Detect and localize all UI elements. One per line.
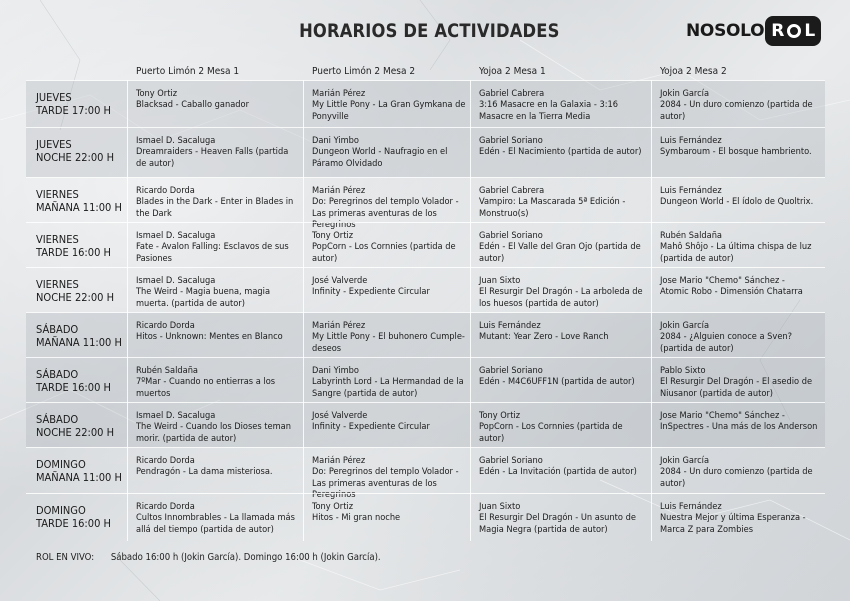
slot-label <box>36 138 114 164</box>
game-master: Marián Pérez <box>312 88 366 99</box>
schedule-table <box>26 80 825 541</box>
session-cell <box>660 185 820 208</box>
session-cell <box>312 135 472 169</box>
slot-label <box>36 413 114 439</box>
game-title: Hitos - Mi gran noche <box>312 512 401 524</box>
slot-day: SÁBADO <box>36 323 79 336</box>
game-title: Edén - La Invitación (partida de autor) <box>479 466 637 478</box>
game-master: Luis Fernández <box>660 501 722 512</box>
game-title: Vampiro: La Mascarada 5ª Edición - Monstruo(s) <box>479 196 626 219</box>
session-cell <box>479 88 647 122</box>
session-cell <box>312 365 472 399</box>
game-title: Mahô Shôjo - La última chispa de luz (partida de autor) <box>660 241 812 264</box>
schedule-row <box>26 357 825 403</box>
game-master: Ismael D. Sacaluga <box>136 230 216 241</box>
game-master: Juan Sixto <box>479 501 521 512</box>
schedule-row <box>26 447 825 500</box>
game-master: Jose Mario "Chemo" Sánchez - <box>660 275 785 286</box>
session-cell <box>660 320 820 354</box>
column-header: Puerto Limón 2 Mesa 2 <box>312 66 416 77</box>
schedule-row <box>26 267 825 313</box>
game-master: Ricardo Dorda <box>136 320 195 331</box>
session-cell <box>136 88 298 111</box>
slot-label <box>36 188 122 214</box>
schedule-row <box>26 493 825 542</box>
game-title: My Little Pony - El buhonero Cumple-deseos <box>312 331 465 354</box>
slot-time: NOCHE 22:00 H <box>36 426 115 439</box>
slot-time: NOCHE 22:00 H <box>36 291 115 304</box>
session-cell <box>136 365 298 399</box>
game-title: Dungeon World - Naufragio en el Páramo Olvidado <box>312 146 448 169</box>
slot-day: VIERNES <box>36 233 79 246</box>
game-master: Marián Pérez <box>312 455 366 466</box>
game-master: Dani Yimbo <box>312 365 359 376</box>
game-title: El Resurgir Del Dragón - Un asunto de Magia Negra (partida de autor) <box>479 512 636 535</box>
game-title: Edén - El Nacimiento (partida de autor) <box>479 146 642 158</box>
slot-time: TARDE 16:00 H <box>36 246 111 259</box>
column-header: Puerto Limón 2 Mesa 1 <box>136 66 240 77</box>
session-cell <box>312 275 472 298</box>
slot-label <box>36 504 111 530</box>
game-title: Fate - Avalon Falling: Esclavos de sus Pasiones <box>136 241 289 264</box>
session-cell <box>312 320 472 354</box>
game-master: Gabriel Soriano <box>479 230 543 241</box>
slot-time: MAÑANA 11:00 H <box>36 336 122 349</box>
slot-label <box>36 368 111 394</box>
game-master: Luis Fernández <box>660 185 722 196</box>
page-title: HORARIOS DE ACTIVIDADES <box>299 20 560 42</box>
slot-day: DOMINGO <box>36 458 86 471</box>
session-cell <box>660 455 820 489</box>
game-master: Luis Fernández <box>479 320 541 331</box>
session-cell <box>136 501 298 535</box>
slot-day: JUEVES <box>36 91 72 104</box>
schedule-row <box>26 402 825 448</box>
game-title: Nuestra Mejor y última Esperanza - Marca Z para Zombies <box>660 512 806 535</box>
game-title: Atomic Robo - Dimensión Chatarra <box>660 286 803 298</box>
game-title: Do: Peregrinos del templo Volador - Las primeras aventuras de los Peregrinos <box>312 196 459 230</box>
live-play-label: ROL EN VIVO: <box>36 552 95 563</box>
session-cell <box>479 185 647 219</box>
game-master: Ismael D. Sacaluga <box>136 275 216 286</box>
schedule-row <box>26 222 825 268</box>
game-title: Infinity - Expediente Circular <box>312 286 430 298</box>
slot-label <box>36 278 114 304</box>
slot-time: MAÑANA 11:00 H <box>36 201 122 214</box>
schedule-row <box>26 80 825 128</box>
game-title: El Resurgir Del Dragón - La arboleda de los huesos (partida de autor) <box>479 286 643 309</box>
slot-day: SÁBADO <box>36 368 79 381</box>
game-title: The Weird - Cuando los Dioses teman morir. (partida de autor) <box>136 421 291 444</box>
game-title: PopCorn - Los Cornnies (partida de autor) <box>312 241 456 264</box>
logo-badge <box>765 16 821 46</box>
game-master: Jokin García <box>660 320 710 331</box>
game-title: Symbaroum - El bosque hambriento. <box>660 146 812 158</box>
game-title: Dreamraiders - Heaven Falls (partida de autor) <box>136 146 289 169</box>
game-title: Mutant: Year Zero - Love Ranch <box>479 331 609 343</box>
game-master: Rubén Saldaña <box>136 365 198 376</box>
column-header: Yojoa 2 Mesa 1 <box>479 66 546 77</box>
schedule-row <box>26 177 825 230</box>
game-title: 2084 - Un duro comienzo (partida de autor) <box>660 99 813 122</box>
game-master: Rubén Saldaña <box>660 230 722 241</box>
game-master: Luis Fernández <box>660 135 722 146</box>
schedule-row <box>26 127 825 178</box>
game-title: 3:16 Masacre en la Galaxia - 3:16 Masacre en la Tierra Media <box>479 99 619 122</box>
game-title: InSpectres - Una más de los Anderson <box>660 421 818 433</box>
game-master: Marián Pérez <box>312 320 366 331</box>
game-title: My Little Pony - La Gran Gymkana de Ponyville <box>312 99 466 122</box>
slot-label <box>36 91 111 117</box>
game-master: Tony Ortiz <box>136 88 178 99</box>
game-master: Pablo Sixto <box>660 365 706 376</box>
logo-ring-icon <box>787 24 801 38</box>
game-master: Jokin García <box>660 88 710 99</box>
session-cell <box>136 320 298 343</box>
game-master: Dani Yimbo <box>312 135 359 146</box>
session-cell <box>660 365 820 399</box>
session-cell <box>479 455 647 478</box>
game-master: Ismael D. Sacaluga <box>136 135 216 146</box>
session-cell <box>479 230 647 264</box>
game-title: Blacksad - Caballo ganador <box>136 99 249 111</box>
slot-day: VIERNES <box>36 278 79 291</box>
logo-wordmark: NOSOLO <box>686 21 765 41</box>
game-title: Cultos Innombrables - La llamada más allá del tiempo (partida de autor) <box>136 512 295 535</box>
game-master: Juan Sixto <box>479 275 521 286</box>
game-master: Marián Pérez <box>312 185 366 196</box>
logo-badge-r: R <box>771 21 785 41</box>
game-master: Gabriel Cabrera <box>479 185 545 196</box>
game-master: Ricardo Dorda <box>136 185 195 196</box>
slot-time: TARDE 17:00 H <box>36 104 111 117</box>
game-title: Labyrinth Lord - La Hermandad de la Sangre (partida de autor) <box>312 376 464 399</box>
session-cell <box>312 230 472 264</box>
session-cell <box>136 275 298 309</box>
slot-day: VIERNES <box>36 188 79 201</box>
slot-label <box>36 458 122 484</box>
schedule-row <box>26 312 825 358</box>
session-cell <box>479 410 647 444</box>
live-play-text: Sábado 16:00 h (Jokin García). Domingo 16:00 h (Jokin García). <box>110 552 381 563</box>
game-master: José Valverde <box>312 275 368 286</box>
game-master: Ricardo Dorda <box>136 501 195 512</box>
session-cell <box>479 320 647 343</box>
nosolorol-logo <box>686 14 821 48</box>
slot-day: DOMINGO <box>36 504 86 517</box>
session-cell <box>479 365 647 388</box>
game-title: Infinity - Expediente Circular <box>312 421 430 433</box>
game-title: Edén - M4C6UFF1N (partida de autor) <box>479 376 635 388</box>
game-title: Do: Peregrinos del templo Volador - Las primeras aventuras de los Peregrinos <box>312 466 459 500</box>
slot-time: MAÑANA 11:00 H <box>36 471 122 484</box>
game-master: Jokin García <box>660 455 710 466</box>
session-cell <box>660 230 820 264</box>
game-title: Hitos - Unknown: Mentes en Blanco <box>136 331 283 343</box>
session-cell <box>136 230 298 264</box>
session-cell <box>479 135 647 158</box>
column-header: Yojoa 2 Mesa 2 <box>660 66 727 77</box>
game-master: Ismael D. Sacaluga <box>136 410 216 421</box>
game-master: Gabriel Soriano <box>479 455 543 466</box>
logo-badge-l: L <box>804 21 816 41</box>
session-cell <box>136 455 298 478</box>
game-master: Gabriel Cabrera <box>479 88 545 99</box>
session-cell <box>660 501 820 535</box>
game-master: Jose Mario "Chemo" Sánchez - <box>660 410 785 421</box>
column-headers <box>0 66 850 80</box>
game-master: Gabriel Soriano <box>479 135 543 146</box>
game-title: The Weird - Magia buena, magia muerta. (partida de autor) <box>136 286 271 309</box>
game-title: 2084 - ¿Alguien conoce a Sven? (partida de autor) <box>660 331 793 354</box>
session-cell <box>136 410 298 444</box>
session-cell <box>312 88 472 122</box>
game-title: Blades in the Dark - Enter in Blades in the Dark <box>136 196 294 219</box>
live-play-note <box>36 552 381 563</box>
game-title: 7ºMar - Cuando no entierras a los muertos <box>136 376 276 399</box>
game-master: Tony Ortiz <box>312 230 354 241</box>
game-master: José Valverde <box>312 410 368 421</box>
session-cell <box>136 185 298 219</box>
session-cell <box>312 410 472 433</box>
game-title: Dungeon World - El ídolo de Quoltrix. <box>660 196 814 208</box>
session-cell <box>479 501 647 535</box>
session-cell <box>660 88 820 122</box>
game-master: Tony Ortiz <box>312 501 354 512</box>
session-cell <box>136 135 298 169</box>
game-title: 2084 - Un duro comienzo (partida de autor) <box>660 466 813 489</box>
game-title: El Resurgir Del Dragón - El asedio de Niusanor (partida de autor) <box>660 376 813 399</box>
session-cell <box>660 410 820 433</box>
session-cell <box>312 501 472 524</box>
game-title: Edén - El Valle del Gran Ojo (partida de autor) <box>479 241 641 264</box>
game-title: PopCorn - Los Cornnies (partida de autor) <box>479 421 623 444</box>
slot-label <box>36 233 111 259</box>
session-cell <box>479 275 647 309</box>
slot-day: SÁBADO <box>36 413 79 426</box>
slot-time: TARDE 16:00 H <box>36 381 111 394</box>
game-title: Pendragón - La dama misteriosa. <box>136 466 273 478</box>
session-cell <box>660 135 820 158</box>
slot-time: NOCHE 22:00 H <box>36 151 115 164</box>
game-master: Ricardo Dorda <box>136 455 195 466</box>
session-cell <box>660 275 820 298</box>
slot-day: JUEVES <box>36 138 72 151</box>
game-master: Tony Ortiz <box>479 410 521 421</box>
slot-time: TARDE 16:00 H <box>36 517 111 530</box>
game-master: Gabriel Soriano <box>479 365 543 376</box>
slot-label <box>36 323 122 349</box>
